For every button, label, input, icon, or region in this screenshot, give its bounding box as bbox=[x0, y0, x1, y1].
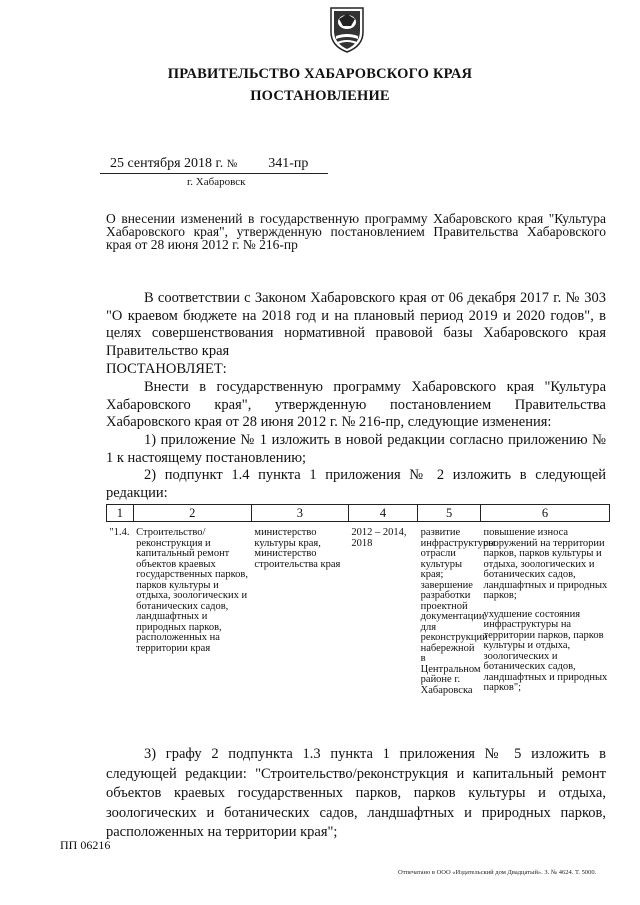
document-date: 25 сентября 2018 г. bbox=[110, 156, 224, 171]
table-header-cell: 6 bbox=[481, 505, 610, 522]
table-header-cell: 1 bbox=[107, 505, 134, 522]
period-cell: 2012 – 2014, 2018 bbox=[351, 527, 407, 549]
item-2: 2) подпункт 1.4 пункта 1 приложения № 2 изложить в следующей редакции: bbox=[106, 467, 606, 501]
main-paragraph: Внести в государственную программу Хабаровского края "Культура Хабаровского края", утвержденную постановлением Правительства Хабаровского края от 28 июня 2012 г. № 216-пр, следующие изменения: bbox=[106, 379, 606, 430]
item-3: 3) графу 2 подпункта 1.3 пункта 1 приложения № 5 изложить в следующей редакции: "Строительство/реконструкция и капитальный ремонт объектов краевых государственных парков, парков культуры и отдыха, зоологических и ботанических садов, ландшафтных и природных парков, расположенных на территории края"; bbox=[106, 746, 606, 840]
table-header-row bbox=[107, 505, 610, 522]
result-cell: развитие инфраструктуры отрасли культуры края; завершение разработки проектной документации для реконструкции набережной в Центральном районе г. Хабаровска bbox=[420, 527, 496, 696]
consequences-cell bbox=[481, 522, 610, 702]
printing-note: Отпечатано в ООО «Издательский дом Двадцатый». З. № 4624. Т. 5000. bbox=[398, 869, 597, 876]
row-number-cell: "1.4. bbox=[109, 527, 130, 538]
number-label: № bbox=[226, 158, 238, 170]
city-label: г. Хабаровск bbox=[187, 176, 246, 188]
table-header-cell: 2 bbox=[133, 505, 251, 522]
doc-type-title: ПОСТАНОВЛЕНИЕ bbox=[250, 88, 390, 104]
table-header-cell: 3 bbox=[251, 505, 348, 522]
date-underline bbox=[100, 173, 328, 174]
org-title: ПРАВИТЕЛЬСТВО ХАБАРОВСКОГО КРАЯ bbox=[167, 66, 473, 82]
amendment-table bbox=[106, 504, 610, 702]
item-1: 1) приложение № 1 изложить в новой редакции согласно приложению № 1 к настоящему постановлению; bbox=[106, 432, 606, 466]
coat-of-arms-icon bbox=[327, 4, 367, 54]
executor-cell: министерство культуры края, министерство строительства края bbox=[254, 527, 341, 570]
preamble-paragraph: В соответствии с Законом Хабаровского края от 06 декабря 2017 г. № 303 "О краевом бюджете на 2018 год и на плановый период 2019 и 2020 годов", в целях совершенствования нормативной правовой базы Хабаровского края Правительство края bbox=[106, 290, 606, 359]
consequence-text-2: ухудшение состояния инфраструктуры на территории парков, парков культуры и отдыха, зоологических и ботанических садов, ландшафтных и природных парков"; bbox=[483, 608, 608, 693]
table-header-cell: 4 bbox=[348, 505, 417, 522]
table-header-cell: 5 bbox=[418, 505, 481, 522]
document-subject: О внесении изменений в государственную программу Хабаровского края "Культура Хабаровского края", утвержденную постановлением Правительства Хабаровского края от 28 июня 2012 г. № 216-пр bbox=[106, 211, 606, 252]
decree-word: ПОСТАНОВЛЯЕТ: bbox=[106, 361, 227, 377]
activity-cell: Строительство/ реконструкция и капитальный ремонт объектов краевых государственных парков, парков культуры и отдыха, зоологических и ботанических садов, ландшафтных и природных парков, расположенных на территории края bbox=[136, 527, 248, 654]
date-number-line bbox=[110, 156, 308, 172]
document-code: ПП 06216 bbox=[60, 838, 111, 852]
document-number: 341-пр bbox=[268, 156, 309, 171]
consequence-text-1: повышение износа сооружений на территории парков, парков культуры и отдыха, зоологических и ботанических садов, ландшафтных и природных парков; bbox=[483, 527, 608, 601]
table-row bbox=[107, 522, 610, 702]
